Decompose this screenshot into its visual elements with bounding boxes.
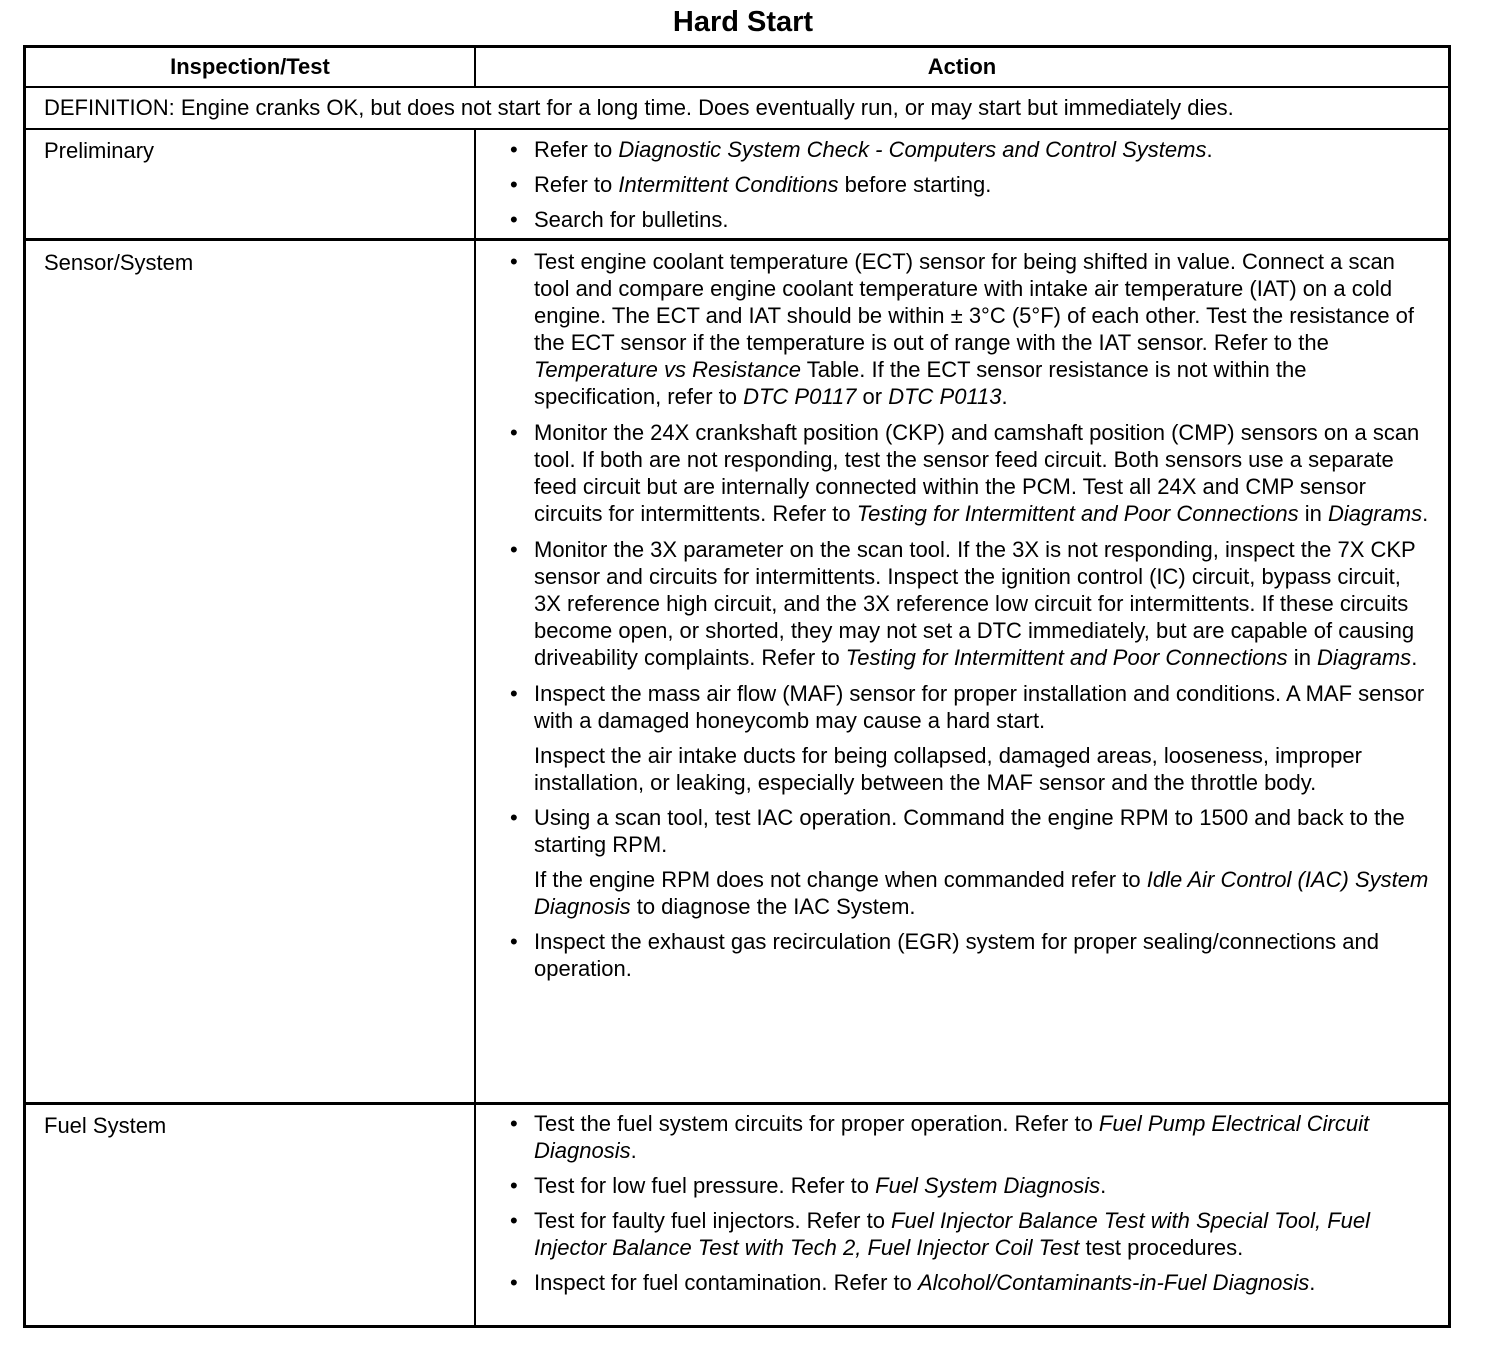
diagnostic-table bbox=[23, 45, 1451, 1328]
header-inspection: Inspection/Test bbox=[170, 54, 330, 79]
list-item: • Test for low fuel pressure. Refer to Fuel System Diagnosis. bbox=[508, 1172, 1433, 1199]
row-label-sensor-system: Sensor/System bbox=[44, 250, 194, 275]
fuel-system-actions bbox=[508, 1110, 1433, 1296]
header-action: Action bbox=[927, 54, 997, 79]
list-item: • Test engine coolant temperature (ECT) sensor for being shifted in value. Connect a scan tool and compare engine coolant temperature with intake air temperature (IAT) on a cold engine. The ECT and IAT should be within ± 3°C (5°F) of each other. Test the resistance of the ECT sensor if the temperature is out of range with the IAT sensor. Refer to the Temperature vs Resistance Table. If the ECT sensor resistance is not within the specification, refer to DTC P0117 or DTC P0113. bbox=[508, 248, 1433, 410]
list-item-note: Inspect the air intake ducts for being collapsed, damaged areas, looseness, improper installation, or leaking, especially between the MAF sensor and the throttle body. bbox=[534, 743, 1362, 795]
sensor-system-actions bbox=[508, 248, 1433, 982]
list-item: • Test the fuel system circuits for proper operation. Refer to Fuel Pump Electrical Circuit Diagnosis. bbox=[508, 1110, 1433, 1164]
page-title: Hard Start bbox=[672, 6, 814, 38]
preliminary-actions bbox=[508, 136, 1433, 233]
row-label-fuel-system: Fuel System bbox=[44, 1113, 167, 1138]
list-item: • Refer to Intermittent Conditions before starting. bbox=[508, 171, 1433, 198]
list-item: • Using a scan tool, test IAC operation. Command the engine RPM to 1500 and back to the starting RPM. bbox=[508, 804, 1433, 858]
list-item: • Refer to Diagnostic System Check - Computers and Control Systems. bbox=[508, 136, 1433, 163]
definition-divider bbox=[26, 128, 1448, 130]
row-divider-2 bbox=[26, 1102, 1448, 1105]
list-item-note: If the engine RPM does not change when commanded refer to Idle Air Control (IAC) System Diagnosis to diagnose the IAC System. bbox=[534, 867, 1429, 919]
list-item: • Test for faulty fuel injectors. Refer to Fuel Injector Balance Test with Special Tool, Fuel Injector Balance Test with Tech 2, Fuel Injector Coil Test test procedures. bbox=[508, 1207, 1433, 1261]
list-item: • Monitor the 3X parameter on the scan tool. If the 3X is not responding, inspect the 7X CKP sensor and circuits for intermittents. Inspect the ignition control (IC) circuit, bypass circuit, 3X reference high circuit, and the 3X reference low circuit for intermittents. If these circuits become open, or shorted, they may not set a DTC immediately, but are capable of causing driveability complaints. Refer to Testing for Intermittent and Poor Connections in Diagrams. bbox=[508, 536, 1433, 671]
definition-text: DEFINITION: Engine cranks OK, but does not start for a long time. Does eventually run, or may start but immediately dies. bbox=[44, 95, 1234, 120]
row-label-preliminary: Preliminary bbox=[44, 138, 155, 163]
list-item: • Inspect the mass air flow (MAF) sensor for proper installation and conditions. A MAF sensor with a damaged honeycomb may cause a hard start. bbox=[508, 680, 1433, 734]
row-divider-1 bbox=[26, 238, 1448, 241]
list-item: • Search for bulletins. bbox=[508, 206, 1433, 233]
list-item: • Inspect the exhaust gas recirculation (EGR) system for proper sealing/connections and operation. bbox=[508, 928, 1433, 982]
column-divider bbox=[474, 130, 476, 1325]
list-item: • Monitor the 24X crankshaft position (CKP) and camshaft position (CMP) sensors on a scan tool. If both are not responding, test the sensor feed circuit. Both sensors use a separate feed circuit but are internally connected within the PCM. Test all 24X and CMP sensor circuits for intermittents. Refer to Testing for Intermittent and Poor Connections in Diagrams. bbox=[508, 419, 1433, 527]
list-item: • Inspect for fuel contamination. Refer to Alcohol/Contaminants-in-Fuel Diagnosis. bbox=[508, 1269, 1433, 1296]
